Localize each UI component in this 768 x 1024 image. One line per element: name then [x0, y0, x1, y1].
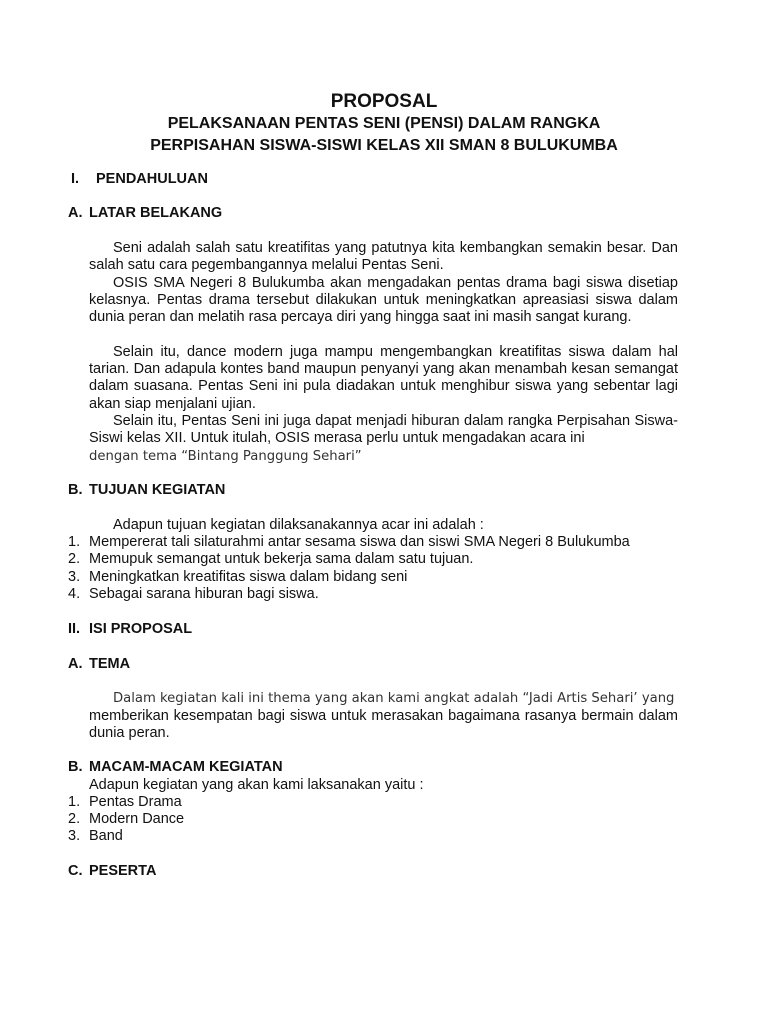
document-subtitle-line-2: PERPISAHAN SISWA-SISWI KELAS XII SMAN 8 BULUKUMBA: [150, 137, 618, 154]
list-number: 3.: [68, 828, 81, 844]
list-item: Pentas Drama: [89, 794, 182, 810]
section-heading-isi-proposal: ISI PROPOSAL: [89, 621, 193, 637]
document-subtitle-line-1: PELAKSANAAN PENTAS SENI (PENSI) DALAM RANGKA: [167, 115, 601, 132]
subsection-letter: B.: [68, 482, 83, 498]
subsection-letter: A.: [68, 656, 83, 672]
section-number: I.: [71, 171, 80, 187]
list-item: Modern Dance: [89, 811, 185, 827]
list-number: 2.: [68, 551, 81, 567]
tujuan-intro: Adapun tujuan kegiatan dilaksanakannya acar ini adalah :: [113, 517, 484, 533]
section-heading-pendahuluan: PENDAHULUAN: [96, 171, 208, 187]
list-number: 1.: [68, 794, 81, 810]
subsection-letter: B.: [68, 759, 83, 775]
list-number: 2.: [68, 811, 81, 827]
paragraph-latar-4-tail: dengan tema “Bintang Panggung Sehari”: [89, 449, 362, 464]
list-number: 4.: [68, 586, 81, 602]
subsection-heading-tema: TEMA: [89, 656, 131, 672]
list-item: Mempererat tali silaturahmi antar sesama siswa dan siswi SMA Negeri 8 Bulukumba: [89, 534, 630, 550]
section-number: II.: [68, 621, 81, 637]
paragraph-latar-2: OSIS SMA Negeri 8 Bulukumba akan mengadakan pentas drama bagi siswa disetiap kelasnya. Pentas drama tersebut dilakukan untuk meningkatkan apreasiasi siswa dalam dunia peran dan melatih rasa percaya diri yang hingga saat ini masih sangat kurang.: [89, 275, 678, 326]
document-title: PROPOSAL: [330, 91, 438, 112]
list-item: Memupuk semangat untuk bekerja sama dalam satu tujuan.: [89, 551, 474, 567]
paragraph-latar-3: Selain itu, dance modern juga mampu mengembangkan kreatifitas siswa dalam hal tarian. Dan adapula kontes band maupun penyanyi yang akan menambah kesan semangat dalam suasana. Pentas Seni ini pula diadakan untuk menghibur siswa yang sebentar lagi akan siap menjalani ujian.: [89, 344, 678, 412]
subsection-letter: C.: [68, 863, 83, 879]
macam-intro: Adapun kegiatan yang akan kami laksanakan yaitu :: [89, 777, 424, 793]
list-item: Band: [89, 828, 123, 844]
tema-line-1: Dalam kegiatan kali ini thema yang akan kami angkat adalah “Jadi Artis Sehari’ yang: [113, 691, 675, 706]
list-number: 1.: [68, 534, 81, 550]
subsection-heading-tujuan-kegiatan: TUJUAN KEGIATAN: [89, 482, 226, 498]
tema-paragraph-rest: memberikan kesempatan bagi siswa untuk merasakan bagaimana rasanya bermain dalam dunia peran.: [89, 708, 678, 742]
paragraph-latar-1: Seni adalah salah satu kreatifitas yang patutnya kita kembangkan semakin besar. Dan salah satu cara pegembangannya melalui Pentas Seni.: [89, 240, 678, 274]
list-item: Sebagai sarana hiburan bagi siswa.: [89, 586, 319, 602]
subsection-letter: A.: [68, 205, 83, 221]
paragraph-latar-4: Selain itu, Pentas Seni ini juga dapat menjadi hiburan dalam rangka Perpisahan Siswa-Siswi kelas XII. Untuk itulah, OSIS merasa perlu untuk mengadakan acara ini: [89, 413, 678, 447]
subsection-heading-peserta: PESERTA: [89, 863, 157, 879]
list-number: 3.: [68, 569, 81, 585]
list-item: Meningkatkan kreatifitas siswa dalam bidang seni: [89, 569, 408, 585]
subsection-heading-latar-belakang: LATAR BELAKANG: [89, 205, 223, 221]
subsection-heading-macam-kegiatan: MACAM-MACAM KEGIATAN: [89, 759, 283, 775]
